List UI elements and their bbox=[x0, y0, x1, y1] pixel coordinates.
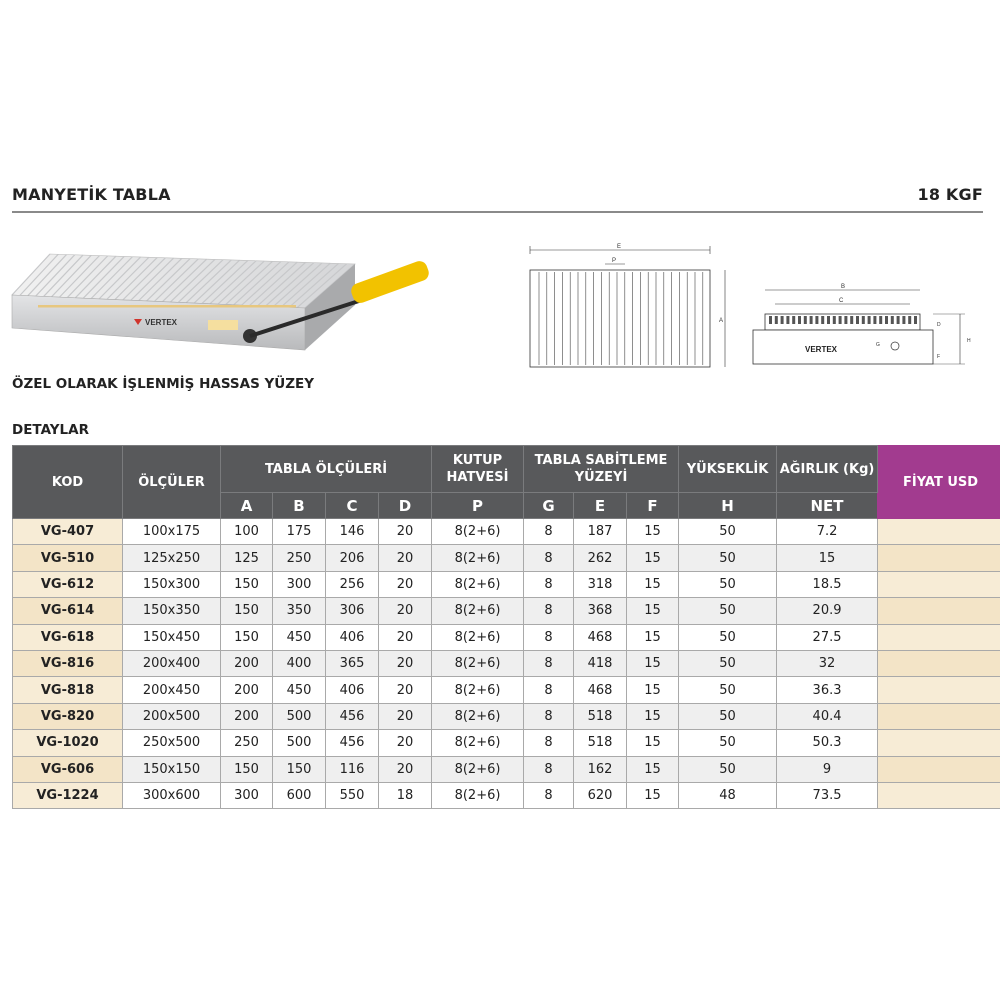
header-d: D bbox=[379, 493, 432, 519]
cell-olculer: 150x300 bbox=[123, 571, 221, 597]
cell-h: 50 bbox=[679, 545, 777, 571]
cell-f: 15 bbox=[627, 624, 679, 650]
cell-g: 8 bbox=[524, 519, 574, 545]
cell-d: 20 bbox=[379, 756, 432, 782]
header-g: G bbox=[524, 493, 574, 519]
cell-b: 500 bbox=[273, 703, 326, 729]
table-row bbox=[13, 624, 1000, 650]
subtitle: ÖZEL OLARAK İŞLENMİŞ HASSAS YÜZEY bbox=[12, 376, 315, 392]
table-row bbox=[13, 650, 1000, 676]
cell-e: 368 bbox=[574, 598, 627, 624]
cell-a: 200 bbox=[221, 650, 273, 676]
cell-kod: VG-407 bbox=[13, 519, 123, 545]
cell-g: 8 bbox=[524, 571, 574, 597]
cell-d: 20 bbox=[379, 624, 432, 650]
header-olculer: ÖLÇÜLER bbox=[123, 446, 221, 519]
cell-b: 600 bbox=[273, 782, 326, 808]
cell-fiyat bbox=[878, 730, 1000, 756]
cell-olculer: 125x250 bbox=[123, 545, 221, 571]
cell-kod: VG-816 bbox=[13, 650, 123, 676]
cell-b: 400 bbox=[273, 650, 326, 676]
cell-fiyat bbox=[878, 677, 1000, 703]
cell-h: 50 bbox=[679, 650, 777, 676]
cell-g: 8 bbox=[524, 624, 574, 650]
cell-f: 15 bbox=[627, 703, 679, 729]
cell-e: 518 bbox=[574, 730, 627, 756]
header-tabla-olculeri: TABLA ÖLÇÜLERİ bbox=[221, 446, 432, 493]
cell-d: 20 bbox=[379, 545, 432, 571]
cell-h: 50 bbox=[679, 624, 777, 650]
force-rating: 18 KGF bbox=[917, 185, 983, 204]
cell-g: 8 bbox=[524, 598, 574, 624]
header-a: A bbox=[221, 493, 273, 519]
cell-fiyat bbox=[878, 598, 1000, 624]
table-row bbox=[13, 730, 1000, 756]
cell-kod: VG-820 bbox=[13, 703, 123, 729]
header-fiyat: FİYAT USD bbox=[878, 446, 1000, 519]
cell-c: 116 bbox=[326, 756, 379, 782]
label-p: P bbox=[612, 258, 617, 264]
cell-f: 15 bbox=[627, 756, 679, 782]
cell-kod: VG-510 bbox=[13, 545, 123, 571]
table-row bbox=[13, 545, 1000, 571]
cell-e: 468 bbox=[574, 624, 627, 650]
label-a: A bbox=[719, 318, 724, 324]
cell-f: 15 bbox=[627, 730, 679, 756]
cell-e: 518 bbox=[574, 703, 627, 729]
cell-d: 20 bbox=[379, 650, 432, 676]
page-title: MANYETİK TABLA bbox=[12, 185, 171, 204]
cell-h: 50 bbox=[679, 703, 777, 729]
cell-net: 15 bbox=[777, 545, 878, 571]
cell-c: 146 bbox=[326, 519, 379, 545]
cell-d: 20 bbox=[379, 598, 432, 624]
header-net: NET bbox=[777, 493, 878, 519]
table-row bbox=[13, 519, 1000, 545]
cell-h: 50 bbox=[679, 519, 777, 545]
front-view-drawing bbox=[745, 282, 985, 372]
cell-h: 50 bbox=[679, 677, 777, 703]
top-view-drawing bbox=[525, 240, 740, 370]
cell-olculer: 250x500 bbox=[123, 730, 221, 756]
table-row bbox=[13, 756, 1000, 782]
cell-olculer: 300x600 bbox=[123, 782, 221, 808]
cell-a: 150 bbox=[221, 571, 273, 597]
details-table bbox=[12, 445, 1000, 809]
drawing-brand-text: VERTEX bbox=[805, 345, 838, 354]
cell-a: 150 bbox=[221, 598, 273, 624]
cell-fiyat bbox=[878, 650, 1000, 676]
cell-olculer: 200x400 bbox=[123, 650, 221, 676]
header-c: C bbox=[326, 493, 379, 519]
cell-p: 8(2+6) bbox=[432, 730, 524, 756]
table-row bbox=[13, 677, 1000, 703]
cell-f: 15 bbox=[627, 650, 679, 676]
cell-c: 306 bbox=[326, 598, 379, 624]
cell-c: 206 bbox=[326, 545, 379, 571]
cell-olculer: 200x500 bbox=[123, 703, 221, 729]
cell-f: 15 bbox=[627, 677, 679, 703]
cell-g: 8 bbox=[524, 730, 574, 756]
cell-net: 32 bbox=[777, 650, 878, 676]
cell-d: 20 bbox=[379, 730, 432, 756]
cell-net: 27.5 bbox=[777, 624, 878, 650]
cell-c: 550 bbox=[326, 782, 379, 808]
cell-e: 187 bbox=[574, 519, 627, 545]
cell-c: 406 bbox=[326, 677, 379, 703]
cell-p: 8(2+6) bbox=[432, 624, 524, 650]
cell-p: 8(2+6) bbox=[432, 782, 524, 808]
cell-p: 8(2+6) bbox=[432, 756, 524, 782]
cell-c: 365 bbox=[326, 650, 379, 676]
cell-g: 8 bbox=[524, 756, 574, 782]
cell-d: 20 bbox=[379, 677, 432, 703]
cell-a: 300 bbox=[221, 782, 273, 808]
header-agirlik: AĞIRLIK (Kg) bbox=[777, 446, 878, 493]
label-c: C bbox=[839, 298, 844, 304]
section-title: DETAYLAR bbox=[12, 422, 89, 438]
header-kutup-hatvesi: KUTUP HATVESİ bbox=[432, 446, 524, 493]
cell-d: 18 bbox=[379, 782, 432, 808]
cell-e: 262 bbox=[574, 545, 627, 571]
cell-p: 8(2+6) bbox=[432, 519, 524, 545]
cell-a: 100 bbox=[221, 519, 273, 545]
cell-g: 8 bbox=[524, 545, 574, 571]
cell-a: 200 bbox=[221, 703, 273, 729]
cell-b: 150 bbox=[273, 756, 326, 782]
cell-p: 8(2+6) bbox=[432, 677, 524, 703]
cell-h: 50 bbox=[679, 598, 777, 624]
cell-net: 73.5 bbox=[777, 782, 878, 808]
cell-kod: VG-1224 bbox=[13, 782, 123, 808]
header-e: E bbox=[574, 493, 627, 519]
cell-kod: VG-612 bbox=[13, 571, 123, 597]
cell-g: 8 bbox=[524, 650, 574, 676]
cell-g: 8 bbox=[524, 782, 574, 808]
cell-h: 50 bbox=[679, 730, 777, 756]
cell-p: 8(2+6) bbox=[432, 545, 524, 571]
header-b: B bbox=[273, 493, 326, 519]
cell-h: 50 bbox=[679, 571, 777, 597]
cell-a: 250 bbox=[221, 730, 273, 756]
cell-b: 250 bbox=[273, 545, 326, 571]
cell-p: 8(2+6) bbox=[432, 650, 524, 676]
cell-d: 20 bbox=[379, 703, 432, 729]
cell-fiyat bbox=[878, 756, 1000, 782]
cell-olculer: 150x450 bbox=[123, 624, 221, 650]
header-kod: KOD bbox=[13, 446, 123, 519]
table-row bbox=[13, 703, 1000, 729]
header-tabla-sabitleme: TABLA SABİTLEME YÜZEYİ bbox=[524, 446, 679, 493]
cell-net: 36.3 bbox=[777, 677, 878, 703]
cell-fiyat bbox=[878, 519, 1000, 545]
cell-c: 456 bbox=[326, 730, 379, 756]
cell-f: 15 bbox=[627, 519, 679, 545]
cell-a: 125 bbox=[221, 545, 273, 571]
cell-kod: VG-818 bbox=[13, 677, 123, 703]
label-b: B bbox=[841, 284, 846, 290]
cell-p: 8(2+6) bbox=[432, 571, 524, 597]
cell-e: 418 bbox=[574, 650, 627, 676]
cell-e: 318 bbox=[574, 571, 627, 597]
label-e: E bbox=[617, 244, 622, 250]
cell-net: 18.5 bbox=[777, 571, 878, 597]
cell-g: 8 bbox=[524, 677, 574, 703]
title-divider bbox=[12, 211, 983, 213]
cell-b: 175 bbox=[273, 519, 326, 545]
label-d: D bbox=[937, 322, 941, 328]
cell-fiyat bbox=[878, 545, 1000, 571]
header-h: H bbox=[679, 493, 777, 519]
cell-net: 50.3 bbox=[777, 730, 878, 756]
cell-e: 620 bbox=[574, 782, 627, 808]
cell-net: 40.4 bbox=[777, 703, 878, 729]
cell-b: 500 bbox=[273, 730, 326, 756]
table-row bbox=[13, 571, 1000, 597]
table-row bbox=[13, 782, 1000, 808]
cell-kod: VG-618 bbox=[13, 624, 123, 650]
cell-g: 8 bbox=[524, 703, 574, 729]
cell-net: 7.2 bbox=[777, 519, 878, 545]
cell-b: 450 bbox=[273, 624, 326, 650]
cell-fiyat bbox=[878, 782, 1000, 808]
cell-b: 450 bbox=[273, 677, 326, 703]
cell-fiyat bbox=[878, 703, 1000, 729]
cell-a: 200 bbox=[221, 677, 273, 703]
cell-b: 350 bbox=[273, 598, 326, 624]
cell-f: 15 bbox=[627, 571, 679, 597]
cell-h: 48 bbox=[679, 782, 777, 808]
cell-a: 150 bbox=[221, 756, 273, 782]
cell-olculer: 200x450 bbox=[123, 677, 221, 703]
cell-f: 15 bbox=[627, 782, 679, 808]
cell-kod: VG-614 bbox=[13, 598, 123, 624]
cell-b: 300 bbox=[273, 571, 326, 597]
magnetic-chuck-photo bbox=[10, 250, 440, 360]
cell-olculer: 150x350 bbox=[123, 598, 221, 624]
label-h: H bbox=[967, 338, 971, 344]
label-g: G bbox=[876, 342, 880, 348]
table-row bbox=[13, 598, 1000, 624]
cell-c: 406 bbox=[326, 624, 379, 650]
cell-d: 20 bbox=[379, 519, 432, 545]
cell-kod: VG-1020 bbox=[13, 730, 123, 756]
cell-kod: VG-606 bbox=[13, 756, 123, 782]
cell-net: 20.9 bbox=[777, 598, 878, 624]
cell-f: 15 bbox=[627, 545, 679, 571]
cell-fiyat bbox=[878, 624, 1000, 650]
cell-p: 8(2+6) bbox=[432, 598, 524, 624]
cell-e: 162 bbox=[574, 756, 627, 782]
cell-a: 150 bbox=[221, 624, 273, 650]
cell-f: 15 bbox=[627, 598, 679, 624]
label-f: F bbox=[937, 354, 941, 360]
cell-c: 256 bbox=[326, 571, 379, 597]
header-yukseklik: YÜKSEKLİK bbox=[679, 446, 777, 493]
header-p: P bbox=[432, 493, 524, 519]
cell-d: 20 bbox=[379, 571, 432, 597]
header-f: F bbox=[627, 493, 679, 519]
cell-fiyat bbox=[878, 571, 1000, 597]
cell-h: 50 bbox=[679, 756, 777, 782]
cell-p: 8(2+6) bbox=[432, 703, 524, 729]
cell-net: 9 bbox=[777, 756, 878, 782]
cell-c: 456 bbox=[326, 703, 379, 729]
cell-olculer: 150x150 bbox=[123, 756, 221, 782]
cell-e: 468 bbox=[574, 677, 627, 703]
cell-olculer: 100x175 bbox=[123, 519, 221, 545]
brand-logo-text: VERTEX bbox=[145, 318, 178, 327]
